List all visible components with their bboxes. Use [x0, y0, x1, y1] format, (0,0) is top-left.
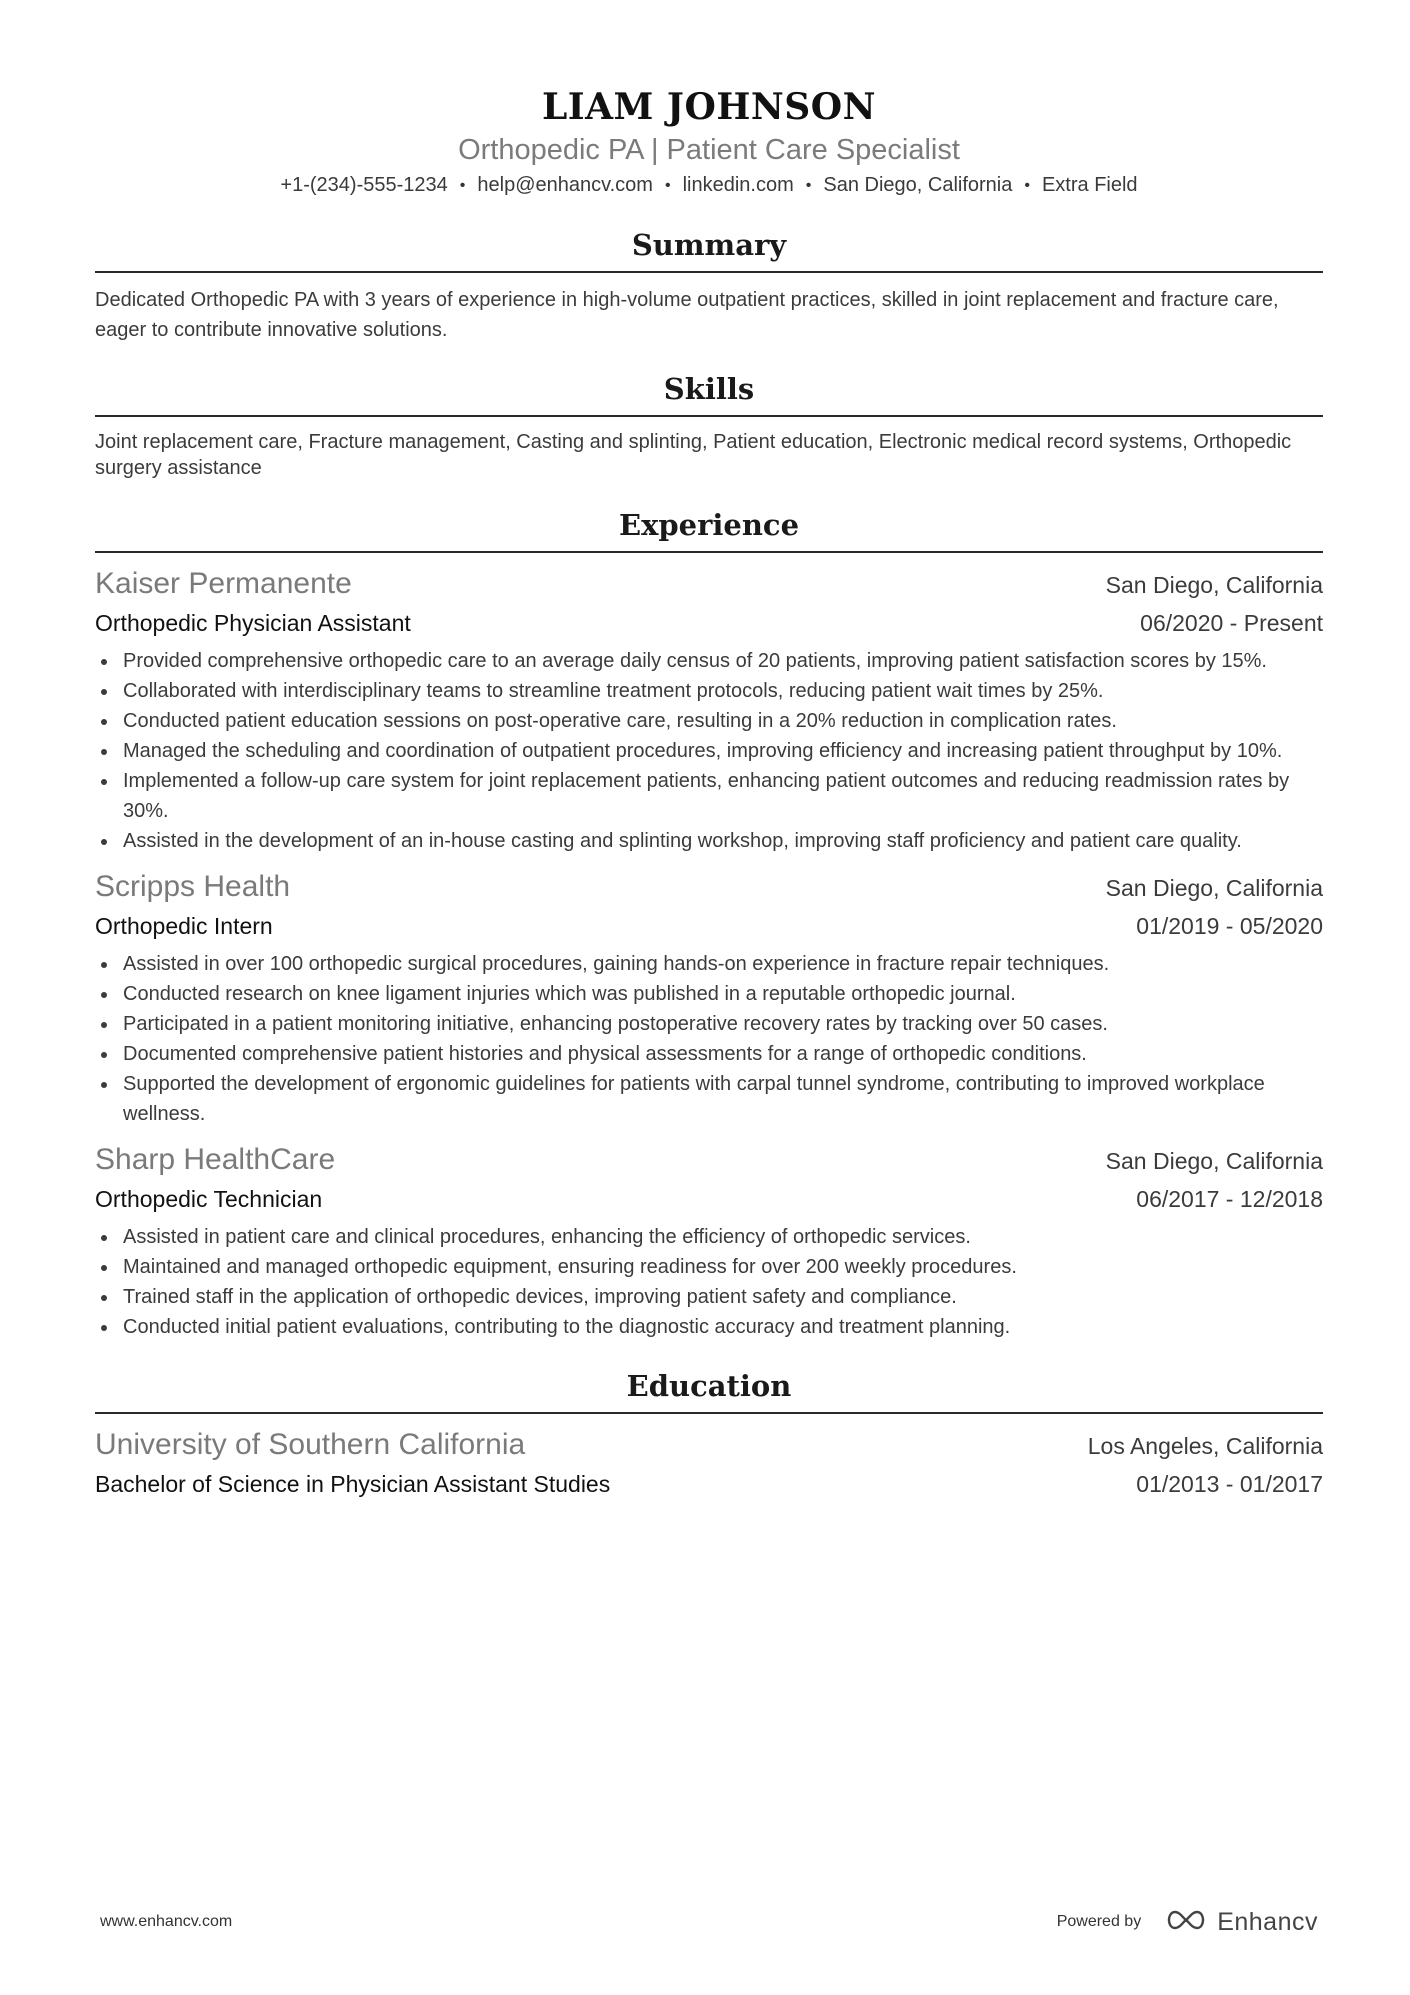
- powered-by-label: Powered by: [1056, 1913, 1142, 1930]
- contact-email: help@enhancv.com: [477, 174, 653, 196]
- job-entry: [95, 1141, 1323, 1342]
- section-title-experience: Experience: [95, 505, 1323, 553]
- summary-section: [95, 225, 1323, 345]
- education-section: [95, 1366, 1323, 1503]
- job-bullet: Supported the development of ergonomic guidelines for patients with carpal tunnel syndrome, contributing to improved workplace wellness.: [95, 1069, 1323, 1129]
- education-school: University of Southern California: [95, 1428, 526, 1461]
- education-degree-row: [95, 1465, 1323, 1503]
- education-header-row: [95, 1426, 1323, 1465]
- contact-separator: •: [664, 177, 671, 194]
- job-role: Orthopedic Technician: [95, 1186, 323, 1212]
- contact-separator: •: [1024, 177, 1030, 194]
- education-dates: 01/2013 - 01/2017: [1136, 1471, 1323, 1497]
- job-bullet: Participated in a patient monitoring initiative, enhancing postoperative recovery rates by tracking over 50 cases.: [95, 1009, 1323, 1039]
- job-bullet: Conducted initial patient evaluations, contributing to the diagnostic accuracy and treatment planning.: [95, 1312, 1323, 1342]
- job-bullets: [95, 949, 1323, 1129]
- job-entry: [95, 868, 1323, 1129]
- job-bullet: Managed the scheduling and coordination of outpatient procedures, improving efficiency and increasing patient throughput by 10%.: [95, 736, 1323, 766]
- skills-text: Joint replacement care, Fracture management, Casting and splinting, Patient education, Electronic medical record systems, Orthopedic surgery assistance: [95, 431, 1292, 479]
- job-bullet: Conducted patient education sessions on post-operative care, resulting in a 20% reduction in complication rates.: [95, 706, 1323, 736]
- job-bullet: Implemented a follow-up care system for joint replacement patients, enhancing patient outcomes and reducing readmission rates by 30%.: [95, 766, 1323, 826]
- education-location: Los Angeles, California: [1087, 1433, 1323, 1459]
- job-role: Orthopedic Physician Assistant: [95, 610, 411, 636]
- experience-section: [95, 505, 1323, 1342]
- job-header-row: [95, 868, 1323, 907]
- job-dates: 06/2020 - Present: [1140, 610, 1323, 636]
- job-bullet: Trained staff in the application of orthopedic devices, improving patient safety and compliance.: [95, 1282, 1323, 1312]
- resume-content: [95, 82, 1323, 1503]
- section-title-summary: Summary: [95, 225, 1323, 273]
- job-bullet: Assisted in patient care and clinical procedures, enhancing the efficiency of orthopedic services.: [95, 1222, 1323, 1252]
- job-header-row: [95, 1141, 1323, 1180]
- job-company: Sharp HealthCare: [95, 1143, 336, 1176]
- job-company: Kaiser Permanente: [95, 567, 352, 600]
- contact-location: San Diego, California: [823, 174, 1013, 196]
- resume-header: [95, 82, 1323, 201]
- education-entry: [95, 1426, 1323, 1503]
- section-title-education: Education: [95, 1366, 1323, 1414]
- contact-info: [95, 170, 1323, 201]
- job-location: San Diego, California: [1105, 875, 1323, 901]
- job-location: San Diego, California: [1105, 1148, 1323, 1174]
- job-role: Orthopedic Intern: [95, 913, 273, 939]
- brand-logo[interactable]: [1163, 1908, 1318, 1937]
- contact-extra-field: Extra Field: [1041, 174, 1138, 196]
- job-dates: 01/2019 - 05/2020: [1136, 913, 1323, 939]
- job-role-row: [95, 907, 1323, 945]
- job-bullet: Assisted in over 100 orthopedic surgical procedures, gaining hands-on experience in fracture repair techniques.: [95, 949, 1323, 979]
- candidate-headline: Orthopedic PA | Patient Care Specialist: [458, 134, 960, 166]
- job-bullet: Conducted research on knee ligament injuries which was published in a reputable orthopedic journal.: [95, 979, 1323, 1009]
- job-bullet: Collaborated with interdisciplinary teams to streamline treatment protocols, reducing patient wait times by 25%.: [95, 676, 1323, 706]
- job-role-row: [95, 604, 1323, 642]
- candidate-name: LIAM JOHNSON: [541, 86, 877, 128]
- skills-section: [95, 369, 1323, 481]
- job-dates: 06/2017 - 12/2018: [1136, 1186, 1323, 1212]
- section-title-skills: Skills: [95, 369, 1323, 417]
- summary-text: Dedicated Orthopedic PA with 3 years of experience in high-volume outpatient practices, skilled in joint replacement and fracture care, eager to contribute innovative solutions.: [95, 289, 1279, 341]
- contact-linkedin: linkedin.com: [682, 174, 794, 196]
- footer-branding: [1057, 1908, 1318, 1937]
- job-bullet: Assisted in the development of an in-house casting and splinting workshop, improving staff proficiency and patient care quality.: [95, 826, 1323, 856]
- job-location: San Diego, California: [1105, 572, 1323, 598]
- job-bullet: Maintained and managed orthopedic equipment, ensuring readiness for over 200 weekly procedures.: [95, 1252, 1323, 1282]
- contact-separator: •: [805, 177, 812, 194]
- page-footer: [100, 1902, 1318, 1942]
- job-entry: [95, 565, 1323, 856]
- contact-phone: +1-(234)-555-1234: [280, 174, 448, 196]
- job-bullets: [95, 1222, 1323, 1342]
- footer-website-link[interactable]: www.enhancv.com: [100, 1913, 233, 1930]
- contact-separator: •: [459, 177, 466, 194]
- enhancv-logo-icon: [1163, 1908, 1209, 1937]
- job-bullet: Provided comprehensive orthopedic care to an average daily census of 20 patients, improving patient satisfaction scores by 15%.: [95, 646, 1323, 676]
- job-bullets: [95, 646, 1323, 856]
- job-company: Scripps Health: [95, 870, 291, 903]
- education-degree: Bachelor of Science in Physician Assistant Studies: [95, 1471, 611, 1497]
- job-header-row: [95, 565, 1323, 604]
- job-role-row: [95, 1180, 1323, 1218]
- job-bullet: Documented comprehensive patient histories and physical assessments for a range of orthopedic conditions.: [95, 1039, 1323, 1069]
- brand-name: Enhancv: [1217, 1907, 1318, 1936]
